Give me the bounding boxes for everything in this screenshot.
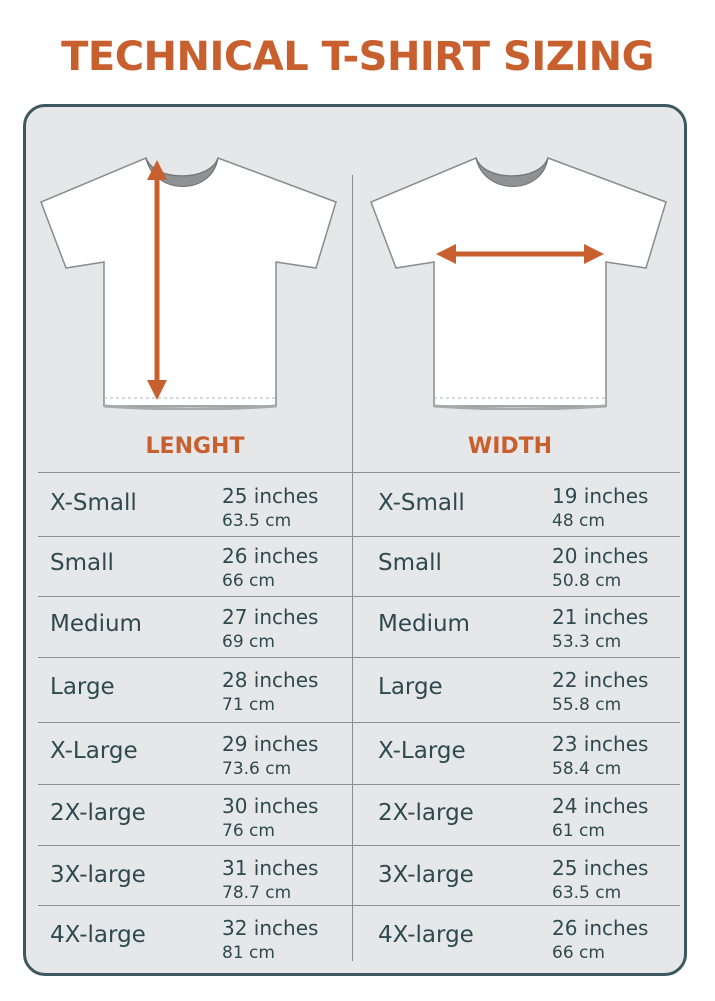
width-cm-value: 48 cm bbox=[552, 511, 605, 531]
row-separator bbox=[38, 472, 680, 473]
length-size-label: Small bbox=[50, 550, 114, 576]
length-heading: LENGHT bbox=[145, 434, 245, 459]
width-heading: WIDTH bbox=[467, 434, 553, 459]
row-separator bbox=[38, 657, 680, 658]
width-size-label: Medium bbox=[378, 611, 470, 637]
length-cm-value: 76 cm bbox=[222, 821, 275, 841]
length-cm-value: 63.5 cm bbox=[222, 511, 292, 531]
width-size-label: Small bbox=[378, 550, 442, 576]
length-size-label: X-Large bbox=[50, 738, 138, 764]
length-inches-value: 32 inches bbox=[222, 916, 319, 940]
width-inches-value: 20 inches bbox=[552, 544, 649, 568]
length-cm-value: 71 cm bbox=[222, 695, 275, 715]
width-inches-value: 24 inches bbox=[552, 794, 649, 818]
length-inches-value: 26 inches bbox=[222, 544, 319, 568]
width-cm-value: 50.8 cm bbox=[552, 571, 622, 591]
length-cm-value: 73.6 cm bbox=[222, 759, 292, 779]
tshirt-body bbox=[371, 158, 666, 409]
page-title: TECHNICAL T-SHIRT SIZING bbox=[61, 34, 654, 80]
length-cm-value: 81 cm bbox=[222, 943, 275, 963]
length-cm-value: 78.7 cm bbox=[222, 883, 292, 903]
row-separator bbox=[38, 905, 680, 906]
length-size-label: 3X-large bbox=[50, 862, 146, 888]
width-size-label: Large bbox=[378, 674, 443, 700]
row-separator bbox=[38, 536, 680, 537]
width-size-label: 2X-large bbox=[378, 800, 474, 826]
length-inches-value: 30 inches bbox=[222, 794, 319, 818]
width-cm-value: 58.4 cm bbox=[552, 759, 622, 779]
length-cm-value: 69 cm bbox=[222, 632, 275, 652]
width-inches-value: 22 inches bbox=[552, 668, 649, 692]
row-separator bbox=[38, 722, 680, 723]
width-cm-value: 66 cm bbox=[552, 943, 605, 963]
width-size-label: X-Small bbox=[378, 490, 465, 516]
length-inches-value: 25 inches bbox=[222, 484, 319, 508]
width-cm-value: 63.5 cm bbox=[552, 883, 622, 903]
length-inches-value: 28 inches bbox=[222, 668, 319, 692]
length-size-label: X-Small bbox=[50, 490, 137, 516]
width-size-label: X-Large bbox=[378, 738, 466, 764]
length-inches-value: 27 inches bbox=[222, 605, 319, 629]
length-inches-value: 31 inches bbox=[222, 856, 319, 880]
width-cm-value: 61 cm bbox=[552, 821, 605, 841]
width-inches-value: 25 inches bbox=[552, 856, 649, 880]
tshirt-body bbox=[41, 158, 336, 409]
length-inches-value: 29 inches bbox=[222, 732, 319, 756]
tshirt-length-icon bbox=[36, 150, 346, 410]
width-inches-value: 21 inches bbox=[552, 605, 649, 629]
width-inches-value: 23 inches bbox=[552, 732, 649, 756]
tshirt-width-icon bbox=[366, 150, 676, 410]
length-size-label: Medium bbox=[50, 611, 142, 637]
width-size-label: 4X-large bbox=[378, 922, 474, 948]
column-divider bbox=[352, 175, 353, 961]
row-separator bbox=[38, 596, 680, 597]
length-size-label: 4X-large bbox=[50, 922, 146, 948]
row-separator bbox=[38, 845, 680, 846]
width-cm-value: 55.8 cm bbox=[552, 695, 622, 715]
length-size-label: 2X-large bbox=[50, 800, 146, 826]
length-cm-value: 66 cm bbox=[222, 571, 275, 591]
width-size-label: 3X-large bbox=[378, 862, 474, 888]
width-cm-value: 53.3 cm bbox=[552, 632, 622, 652]
row-separator bbox=[38, 784, 680, 785]
length-size-label: Large bbox=[50, 674, 115, 700]
width-inches-value: 19 inches bbox=[552, 484, 649, 508]
width-inches-value: 26 inches bbox=[552, 916, 649, 940]
